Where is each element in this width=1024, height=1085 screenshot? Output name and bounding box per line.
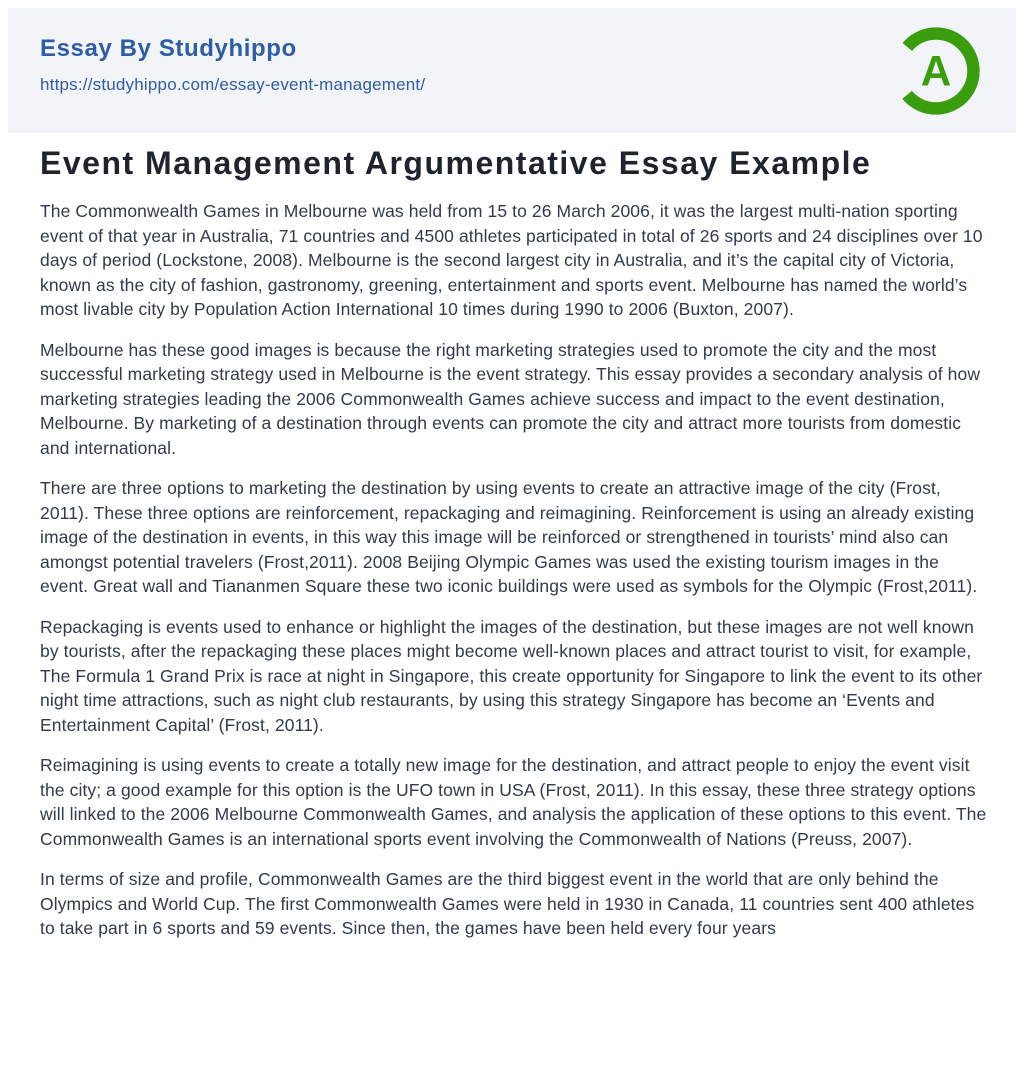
article — [40, 146, 988, 941]
paragraph: In terms of size and profile, Commonwealth Games are the third biggest event in the world that are only behind the Olympics and World Cup. The first Commonwealth Games were held in 1930 in Canada, 11 countries sent 400 athletes to take part in 6 sports and 59 events. Since then, the games have been held every four years — [40, 869, 975, 938]
page-url-link[interactable]: https://studyhippo.com/essay-event-management/ — [40, 75, 426, 94]
paragraph: The Commonwealth Games in Melbourne was held from 15 to 26 March 2006, it was the largest multi-nation sporting event of that year in Australia, 71 countries and 4500 athletes participated in total of 26 sports and 24 disciplines over 10 days of period (Lockstone, 2008). Melbourne is the second largest city in Australia, and it’s the capital city of Victoria, known as the city of fashion, gastronomy, greening, entertainment and sports event. Melbourne has named the world’s most livable city by Population Action International 10 times during 1990 to 2006 (Buxton, 2007). — [40, 201, 983, 319]
logo-letter: A — [920, 47, 952, 95]
paragraph: Reimagining is using events to create a totally new image for the destination, and attract people to enjoy the event visit the city; a good example for this option is the UFO town in USA (Frost, 2011). In this essay, these three strategy options will linked to the 2006 Melbourne Commonwealth Games, and analysis the application of these options to this event. The Commonwealth Games is an international sports event involving the Commonwealth of Nations (Preuss, 2007). — [40, 755, 987, 849]
paragraph: There are three options to marketing the destination by using events to create an attractive image of the city (Frost, 2011). These three options are reinforcement, repackaging and reimagining. Reinforcement is using an already existing image of the destination in events, in this way this image will be reinforced or strengthened in tourists’ mind also can amongst potential travelers (Frost,2011). 2008 Beijing Olympic Games was used the existing tourism images in the event. Great wall and Tiananmen Square these two iconic buildings were used as symbols for the Olympic (Frost,2011). — [40, 478, 978, 596]
studyhippo-logo-icon — [888, 23, 984, 119]
site-title: Essay By Studyhippo — [40, 35, 297, 62]
article-body — [40, 199, 988, 941]
paragraph: Repackaging is events used to enhance or highlight the images of the destination, but these images are not well known by tourists, after the repackaging these places might become well-known places and attract tourist to visit, for example, The Formula 1 Grand Prix is race at night in Singapore, this create opportunity for Singapore to link the event to its other night time attractions, such as night club restaurants, by using this strategy Singapore has become an ‘Events and Entertainment Capital’ (Frost, 2011). — [40, 616, 983, 735]
header-card — [8, 8, 1016, 133]
article-title: Event Management Argumentative Essay Example — [40, 145, 872, 181]
paragraph: Melbourne has these good images is because the right marketing strategies used to promote the city and the most successful marketing strategy used in Melbourne is the event strategy. This essay provides a secondary analysis of how marketing strategies leading the 2006 Commonwealth Games achieve success and impact to the event destination, Melbourne. By marketing of a destination through events can promote the city and attract more tourists from domestic and international. — [40, 339, 981, 458]
